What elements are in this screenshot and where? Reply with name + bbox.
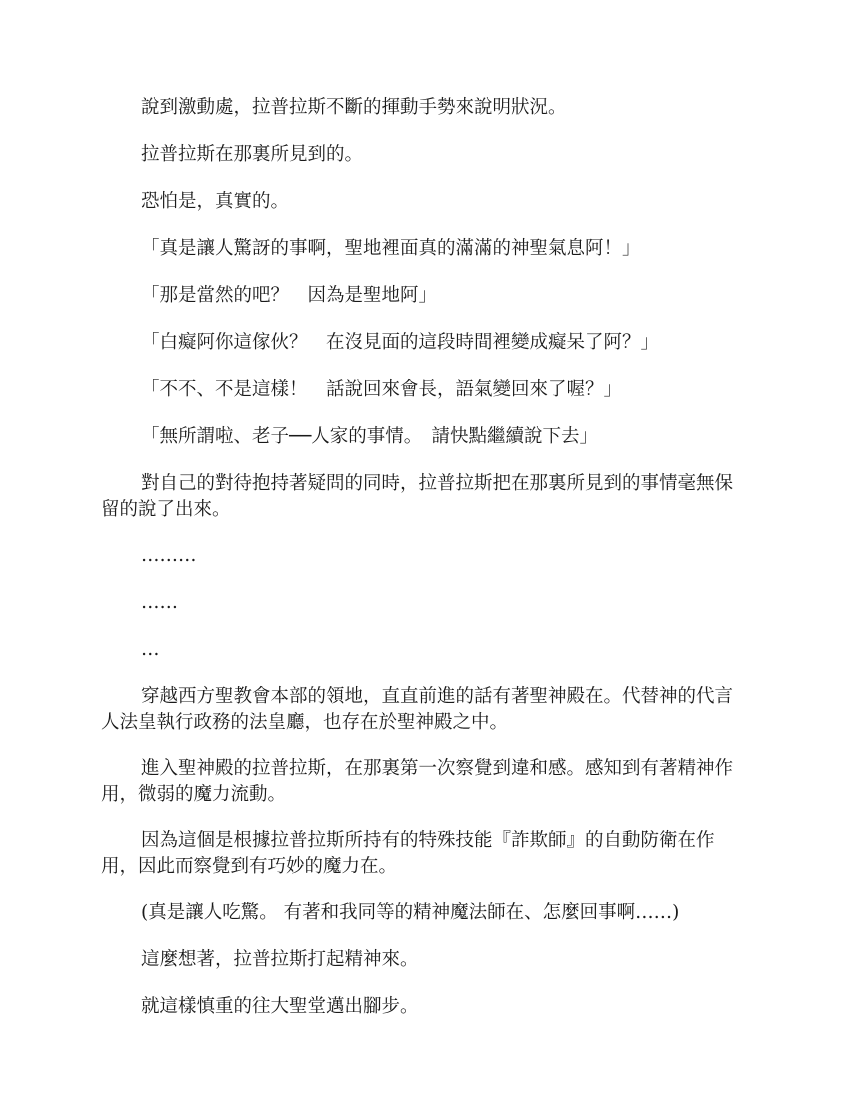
paragraph: 穿越西方聖教會本部的領地，直直前進的話有著聖神殿在。代替神的代言人法皇執行政務的法皇廳，也存在於聖神殿之中。	[101, 686, 734, 733]
paragraph: 進入聖神殿的拉普拉斯，在那裏第一次察覺到違和感。感知到有著精神作用，微弱的魔力流動。	[101, 758, 734, 805]
ellipsis-line: …	[141, 639, 160, 660]
paragraph: 「那是當然的吧？ 因為是聖地阿」	[141, 285, 438, 306]
paragraph: 這麼想著，拉普拉斯打起精神來。	[141, 949, 419, 970]
paragraph: 「無所謂啦、老子──人家的事情。 請快點繼續說下去」	[141, 426, 599, 447]
paragraph: 「不不、不是這樣！ 話說回來會長，語氣變回來了喔？」	[141, 379, 623, 400]
paragraph: 對自己的對待抱持著疑問的同時，拉普拉斯把在那裏所見到的事情毫無保留的說了出來。	[101, 473, 734, 520]
paragraph: 就這樣慎重的往大聖堂邁出腳步。	[141, 996, 419, 1017]
paragraph: 「真是讓人驚訝的事啊，聖地裡面真的滿滿的神聖氣息阿！」	[141, 238, 641, 259]
paragraph: (真是讓人吃驚。 有著和我同等的精神魔法師在、怎麼回事啊……)	[141, 902, 680, 923]
document-page	[101, 95, 747, 1041]
paragraph: 拉普拉斯在那裏所見到的。	[141, 144, 364, 165]
paragraph: 說到激動處，拉普拉斯不斷的揮動手勢來說明狀況。	[141, 97, 567, 118]
paragraph: 「白癡阿你這傢伙？ 在沒見面的這段時間裡變成癡呆了阿？」	[141, 332, 660, 353]
ellipsis-line: ………	[141, 545, 197, 566]
paragraph: 恐怕是，真實的。	[141, 191, 290, 212]
ellipsis-line: ……	[141, 592, 178, 613]
paragraph: 因為這個是根據拉普拉斯所持有的特殊技能『詐欺師』的自動防衛在作用，因此而察覺到有巧妙的魔力在。	[101, 830, 715, 877]
